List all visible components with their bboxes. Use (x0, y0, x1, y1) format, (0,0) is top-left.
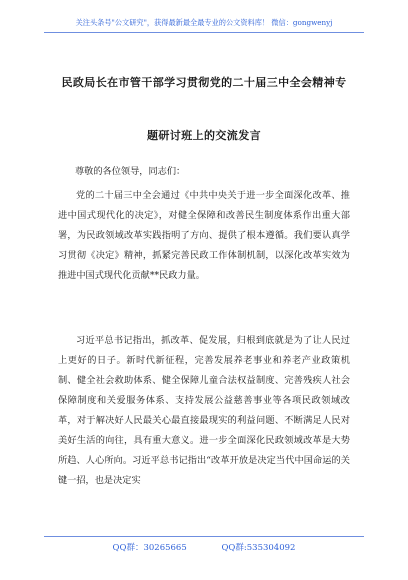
qq-group-2: QQ群:535304092 (221, 543, 296, 553)
body-paragraph: 党的二十届三中全会通过《中共中央关于进一步全面深化改革、推进中国式现代化的决定》，对健全保障和改善民生制度体系作出重大部署，为民政领域改革实践指明了方向、提供了根本遵循。我们要认真学习贯彻《决定》精神，抓紧完善民政工作体制机制，以深化改革实效为推进中国式现代化贡献**民政力量。 (58, 190, 350, 281)
header-banner: 关注头条号"公文研究"，获得最新最全最专业的公文资料库！ 微信：gongwenyj (75, 18, 333, 27)
footer-contact (44, 541, 364, 553)
header-divider (44, 32, 364, 33)
body-paragraph: 习近平总书记指出，抓改革、促发展，归根到底就是为了让人民过上更好的日子。新时代新征程，完善发展养老事业和养老产业政策机制、健全社会救助体系、健全保障儿童合法权益制度、完善残疾人社会保障制度和关爱服务体系、支持发展公益慈善事业等各项民政领域改革，对于解决好人民最关心最直接最现实的利益问题、不断满足人民对美好生活的向往，具有重大意义。进一步全面深化民政领域改革是大势所趋、人心所向。习近平总书记指出“改革开放是决定当代中国命运的关键一招，也是决定实 (58, 335, 350, 486)
greeting: 尊敬的各位领导，同志们： (75, 166, 186, 177)
document-title-line-1: 民政局长在市管干部学习贯彻党的二十届三中全会精神专 (61, 76, 347, 89)
document-title-line-2: 题研讨班上的交流发言 (147, 129, 261, 142)
footer-divider (44, 536, 364, 537)
qq-group-1: QQ群：30265665 (112, 543, 187, 553)
